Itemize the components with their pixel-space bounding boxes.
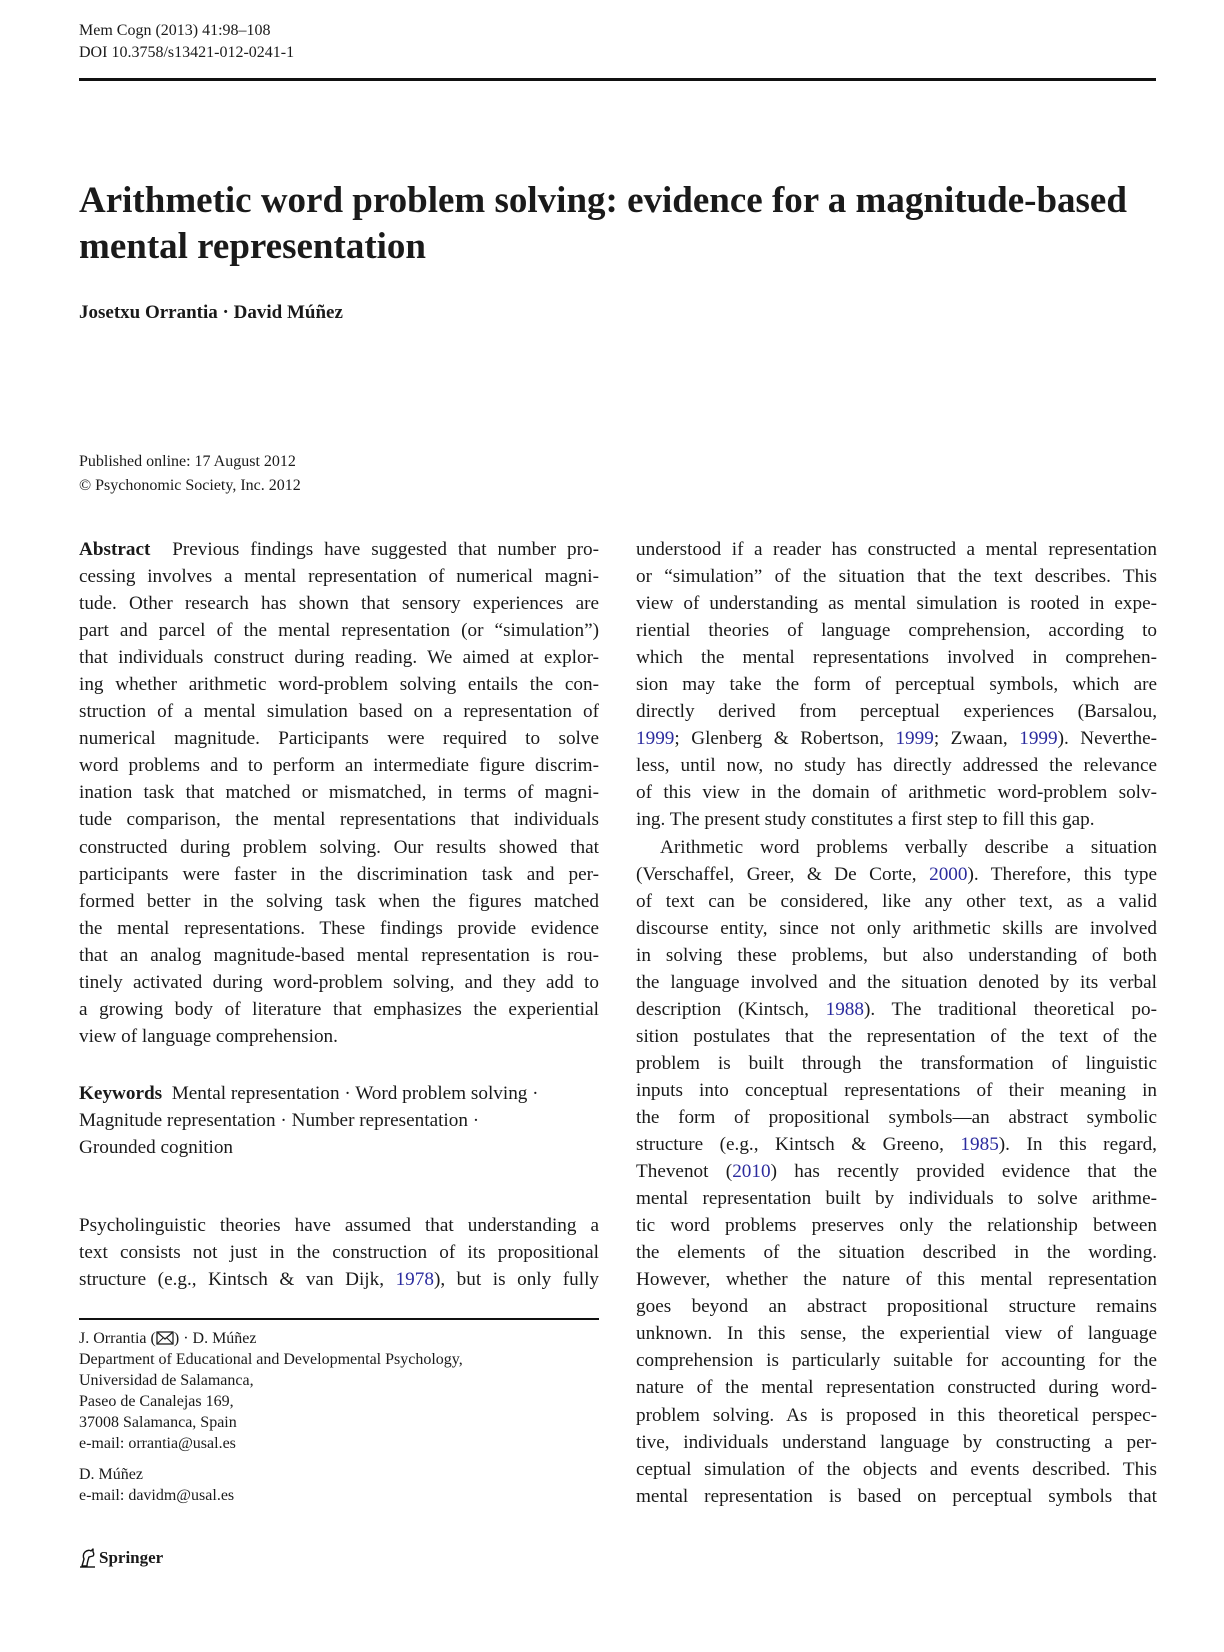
author-name: D. Múñez bbox=[79, 1466, 143, 1483]
author-affiliation bbox=[79, 1328, 599, 1506]
body-line: 1999; Glenberg & Robertson, 1999; Zwaan, 1999). Neverthe- bbox=[636, 728, 1158, 750]
author-2: David Múñez bbox=[233, 302, 343, 323]
abstract-line: constructed during problem solving. Our results showed that bbox=[79, 836, 599, 858]
citation-link[interactable]: 1999 bbox=[895, 728, 934, 750]
body-line: directly derived from perceptual experiences (Barsalou, bbox=[636, 701, 1157, 723]
intro-paragraph bbox=[79, 1212, 599, 1293]
body-line: problem solving. As is proposed in this theoretical perspec- bbox=[636, 1404, 1157, 1426]
citation-link[interactable]: 1999 bbox=[636, 728, 675, 750]
header-rule bbox=[79, 78, 1156, 81]
email-orrantia[interactable]: e-mail: orrantia@usal.es bbox=[79, 1435, 236, 1452]
abstract-line: numerical magnitude. Participants were required to solve bbox=[79, 728, 599, 750]
email-munez[interactable]: e-mail: davidm@usal.es bbox=[79, 1487, 235, 1504]
publication-info bbox=[79, 450, 301, 498]
abstract-line: part and parcel of the mental representation (or “simulation”) bbox=[79, 620, 599, 642]
copyright: © Psychonomic Society, Inc. 2012 bbox=[79, 477, 301, 494]
body-line: mental representation is based on perceptual symbols that bbox=[636, 1485, 1157, 1507]
author-line bbox=[79, 302, 343, 324]
intro-line: text consists not just in the construction of its propositional bbox=[79, 1242, 599, 1264]
intro-line: structure (e.g., Kintsch & van Dijk, 1978), but is only fully bbox=[79, 1269, 599, 1291]
abstract-line: word problems and to perform an intermediate figure discrim- bbox=[79, 755, 599, 777]
body-line: ceptual simulation of the objects and events described. This bbox=[636, 1458, 1157, 1480]
body-line: However, whether the nature of this mental representation bbox=[636, 1269, 1157, 1291]
citation-link[interactable]: 2010 bbox=[732, 1161, 771, 1183]
body-line: of text can be considered, like any other text, as a valid bbox=[636, 890, 1157, 912]
author-separator: · bbox=[217, 302, 234, 323]
keywords-label: Keywords bbox=[79, 1083, 163, 1104]
journal-citation: Mem Cogn (2013) 41:98–108 bbox=[79, 22, 271, 39]
body-text-right bbox=[636, 536, 1157, 1510]
paper-title: Arithmetic word problem solving: evidence for a magnitude-based mental representation bbox=[79, 180, 1127, 267]
abstract-line: tude comparison, the mental representations that individuals bbox=[79, 809, 599, 831]
body-line: tive, individuals understand language by constructing a per- bbox=[636, 1431, 1157, 1453]
body-line: of this view in the domain of arithmetic word-problem solv- bbox=[636, 782, 1157, 804]
body-line: mental representation built by individuals to solve arithme- bbox=[636, 1188, 1157, 1210]
body-line: the elements of the situation described in the wording. bbox=[636, 1242, 1157, 1264]
abstract-line: a growing body of literature that emphasizes the experiential bbox=[79, 998, 599, 1020]
corresponding-authors: J. Orrantia ( ) · D. Múñez bbox=[79, 1330, 257, 1347]
body-line: unknown. In this sense, the experiential view of language bbox=[636, 1323, 1157, 1345]
abstract-line: ing whether arithmetic word-problem solving entails the con- bbox=[79, 674, 599, 696]
abstract-line: that an analog magnitude-based mental representation is rou- bbox=[79, 944, 599, 966]
body-line: understood if a reader has constructed a mental representation bbox=[636, 539, 1157, 560]
abstract-line: formed better in the solving task when the figures matched bbox=[79, 890, 599, 912]
body-line: or “simulation” of the situation that the text describes. This bbox=[636, 566, 1157, 588]
abstract-line: Previous findings have suggested that number pro- bbox=[172, 539, 599, 560]
publisher-name: Springer bbox=[99, 1548, 164, 1567]
abstract-line: participants were faster in the discrimination task and per- bbox=[79, 863, 599, 885]
abstract-line: the mental representations. These findings provide evidence bbox=[79, 917, 599, 939]
body-line: discourse entity, since not only arithmetic skills are involved bbox=[636, 917, 1157, 939]
springer-horse-icon bbox=[79, 1548, 96, 1568]
abstract-line: struction of a mental simulation based on a representation of bbox=[79, 701, 599, 723]
keywords bbox=[79, 1080, 599, 1161]
body-line: in solving these problems, but also understanding of both bbox=[636, 944, 1157, 966]
body-line: description (Kintsch, 1988). The traditional theoretical po- bbox=[636, 998, 1157, 1020]
body-line: the form of propositional symbols—an abstract symbolic bbox=[636, 1106, 1157, 1128]
body-line: inputs into conceptual representations of their meaning in bbox=[636, 1079, 1157, 1101]
body-line: the language involved and the situation denoted by its verbal bbox=[636, 971, 1157, 993]
envelope-icon bbox=[156, 1331, 174, 1345]
abstract-line: that individuals construct during reading. We aimed at explor- bbox=[79, 647, 599, 669]
abstract-line: cessing involves a mental representation of numerical magni- bbox=[79, 566, 599, 588]
author-1: Josetxu Orrantia bbox=[79, 302, 218, 323]
publisher-logo bbox=[79, 1548, 163, 1568]
citation-link[interactable]: 1985 bbox=[960, 1134, 999, 1156]
abstract-line: tinely activated during word-problem solving, and they add to bbox=[79, 971, 599, 993]
body-line: view of understanding as mental simulation is rooted in expe- bbox=[636, 593, 1157, 615]
citation-link[interactable]: 1978 bbox=[395, 1269, 434, 1291]
body-line: sition postulates that the representation of the text of the bbox=[636, 1025, 1157, 1047]
body-line: (Verschaffel, Greer, & De Corte, 2000). Therefore, this type bbox=[636, 863, 1157, 885]
intro-line: Psycholinguistic theories have assumed that understanding a bbox=[79, 1215, 599, 1236]
body-line: comprehension is particularly suitable for accounting for the bbox=[636, 1350, 1157, 1372]
abstract-line: tude. Other research has shown that sensory experiences are bbox=[79, 593, 599, 615]
body-line: sion may take the form of perceptual symbols, which are bbox=[636, 674, 1157, 696]
department: Department of Educational and Developmental Psychology, bbox=[79, 1351, 463, 1368]
abstract bbox=[79, 536, 599, 1050]
keywords-line: Magnitude representation · Number representation · bbox=[79, 1110, 480, 1132]
body-line: which the mental representations involved in comprehen- bbox=[636, 647, 1157, 669]
footnote-rule bbox=[79, 1318, 599, 1320]
body-line: structure (e.g., Kintsch & Greeno, 1985). In this regard, bbox=[636, 1134, 1157, 1156]
abstract-line: view of language comprehension. bbox=[79, 1025, 338, 1047]
body-line: problem is built through the transformation of linguistic bbox=[636, 1052, 1157, 1074]
body-line: riential theories of language comprehension, according to bbox=[636, 620, 1157, 642]
body-line: tic word problems preserves only the relationship between bbox=[636, 1215, 1157, 1237]
published-online: Published online: 17 August 2012 bbox=[79, 453, 296, 470]
body-line: Thevenot (2010) has recently provided evidence that the bbox=[636, 1161, 1157, 1183]
body-line: ing. The present study constitutes a first step to fill this gap. bbox=[636, 809, 1095, 831]
citation-link[interactable]: 1999 bbox=[1019, 728, 1058, 750]
body-line: Arithmetic word problems verbally describe a situation bbox=[660, 836, 1157, 858]
university: Universidad de Salamanca, bbox=[79, 1372, 254, 1389]
body-line: goes beyond an abstract propositional structure remains bbox=[636, 1296, 1157, 1318]
citation-link[interactable]: 2000 bbox=[929, 863, 968, 885]
keywords-line: Mental representation · Word problem solving · bbox=[171, 1083, 539, 1104]
citation-link[interactable]: 1988 bbox=[825, 998, 864, 1020]
address-city: 37008 Salamanca, Spain bbox=[79, 1414, 237, 1431]
journal-header bbox=[79, 20, 294, 64]
keywords-line: Grounded cognition bbox=[79, 1137, 234, 1159]
abstract-label: Abstract bbox=[79, 539, 151, 560]
body-line: less, until now, no study has directly addressed the relevance bbox=[636, 755, 1157, 777]
doi: DOI 10.3758/s13421-012-0241-1 bbox=[79, 44, 295, 61]
address-street: Paseo de Canalejas 169, bbox=[79, 1393, 234, 1410]
body-line: nature of the mental representation constructed during word- bbox=[636, 1377, 1157, 1399]
abstract-line: ination task that matched or mismatched, in terms of magni- bbox=[79, 782, 599, 804]
